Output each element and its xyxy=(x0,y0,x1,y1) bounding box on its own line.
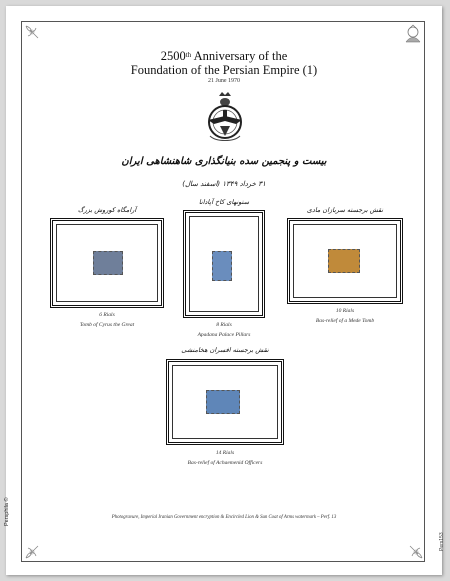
lion-sun-emblem-icon xyxy=(402,24,424,46)
stamp-slot-2 xyxy=(183,198,265,346)
printing-notes: Photogravure, Imperial Iranian Government encryption & Encircled Lion & Sun Coat of Arms watermark – Perf. 13 xyxy=(111,515,337,520)
stamp-mount xyxy=(50,218,164,308)
copyright-mark: Persphila © xyxy=(4,497,10,526)
stamp-persian-label: ستونهای کاخ آپادانا xyxy=(198,198,250,206)
stamp-value: 10 Rials xyxy=(335,308,355,314)
stamp-value: 14 Rials xyxy=(215,450,235,456)
stamp-description: Bas-relief of a Mede Tomb xyxy=(315,318,375,324)
stamp-image xyxy=(93,251,123,275)
page-code: Pers153 xyxy=(439,532,445,551)
issue-date: 21 June 1970 xyxy=(208,78,240,84)
stamp-slot-4 xyxy=(166,346,284,474)
album-page xyxy=(4,6,445,575)
stamp-mount xyxy=(166,359,284,445)
faravahar-emblem-icon xyxy=(202,90,248,150)
stamp-slot-1 xyxy=(50,206,164,338)
stamp-value: 6 Rials xyxy=(99,312,115,318)
stamp-persian-label: نقش برجسته سربازان مادی xyxy=(306,206,384,214)
stamp-image xyxy=(212,251,232,281)
stamp-persian-label: آرامگاه کوروش بزرگ xyxy=(77,206,137,214)
stamp-image xyxy=(206,390,240,414)
corner-ornament-icon xyxy=(24,538,46,560)
stamp-slot-3 xyxy=(287,206,403,338)
page-title-line1: 2500th Anniversary of the xyxy=(160,49,288,63)
corner-ornament-icon xyxy=(402,538,424,560)
stamp-description: Bas-relief of Achaemenid Officers xyxy=(187,460,263,466)
stamp-mount xyxy=(287,218,403,304)
persian-title: بیست و پنجمین سده بنیانگذاری شاهنشاهی ایران xyxy=(121,156,327,167)
stamp-description: Tomb of Cyrus the Great xyxy=(79,322,135,328)
corner-ornament-icon xyxy=(24,24,46,46)
persian-date: ۳۱ خرداد ۱۳۴۹ (اسفند سال) xyxy=(182,180,266,188)
stamp-mount xyxy=(183,210,265,318)
page-title-line2: Foundation of the Persian Empire (1) xyxy=(130,63,318,77)
stamp-description: Apadana Palace Pillars xyxy=(197,332,251,338)
stamp-value: 8 Rials xyxy=(216,322,232,328)
stamp-image xyxy=(328,249,360,273)
stamp-persian-label: نقش برجسته افسران هخامنشی xyxy=(181,346,269,354)
